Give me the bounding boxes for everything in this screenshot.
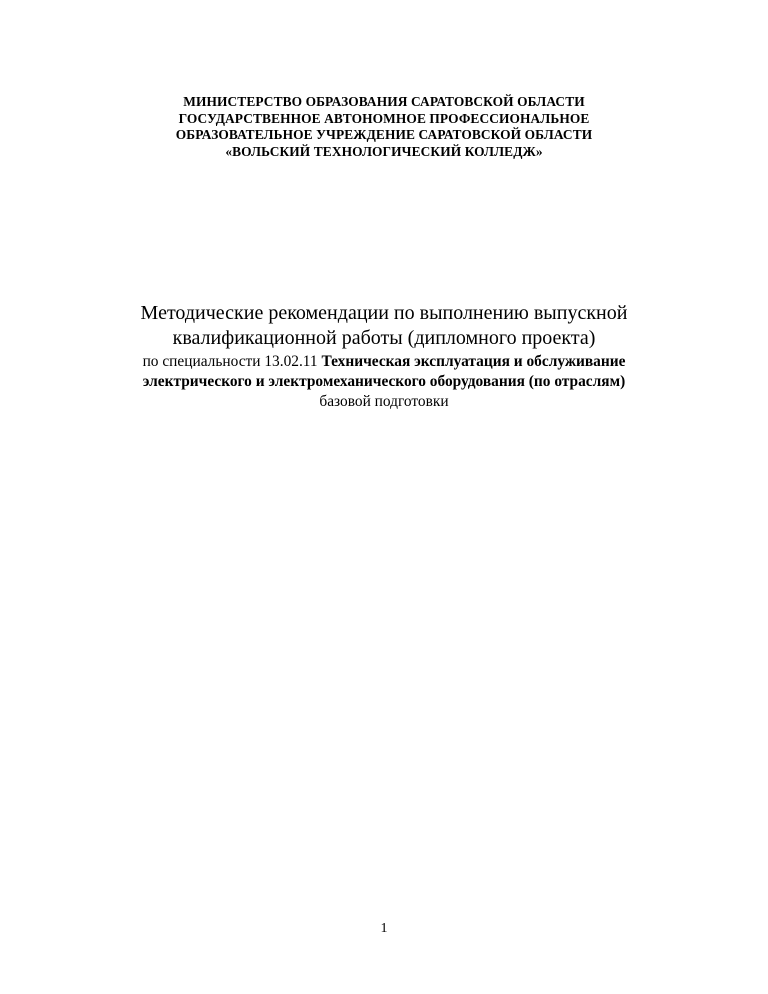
page-number: 1 (380, 921, 388, 936)
header-line-4: «ВОЛЬСКИЙ ТЕХНОЛОГИЧЕСКИЙ КОЛЛЕДЖ» (225, 143, 543, 159)
specialty-line-1 (0, 352, 768, 372)
header-line-2: ГОСУДАРСТВЕННОЕ АВТОНОМНОЕ ПРОФЕССИОНАЛЬНОЕ (178, 110, 590, 126)
specialty-block (0, 352, 768, 412)
header-line-1: МИНИСТЕРСТВО ОБРАЗОВАНИЯ САРАТОВСКОЙ ОБЛАСТИ (183, 94, 585, 109)
specialty-level: базовой подготовки (319, 393, 449, 410)
header-line-3: ОБРАЗОВАТЕЛЬНОЕ УЧРЕЖДЕНИЕ САРАТОВСКОЙ ОБЛАСТИ (175, 127, 593, 142)
title-line-2: квалификационной работы (дипломного проекта) (172, 327, 596, 349)
specialty-prefix: по специальности 13.02.11 (142, 353, 322, 370)
specialty-name-part1: Техническая эксплуатация и обслуживание (321, 353, 626, 370)
document-title-block (0, 301, 768, 412)
title-line-1: Методические рекомендации по выполнению выпускной (140, 302, 628, 324)
specialty-name-part2: электрического и электромеханического оборудования (по отраслям) (142, 373, 626, 390)
ministry-header (0, 94, 768, 160)
